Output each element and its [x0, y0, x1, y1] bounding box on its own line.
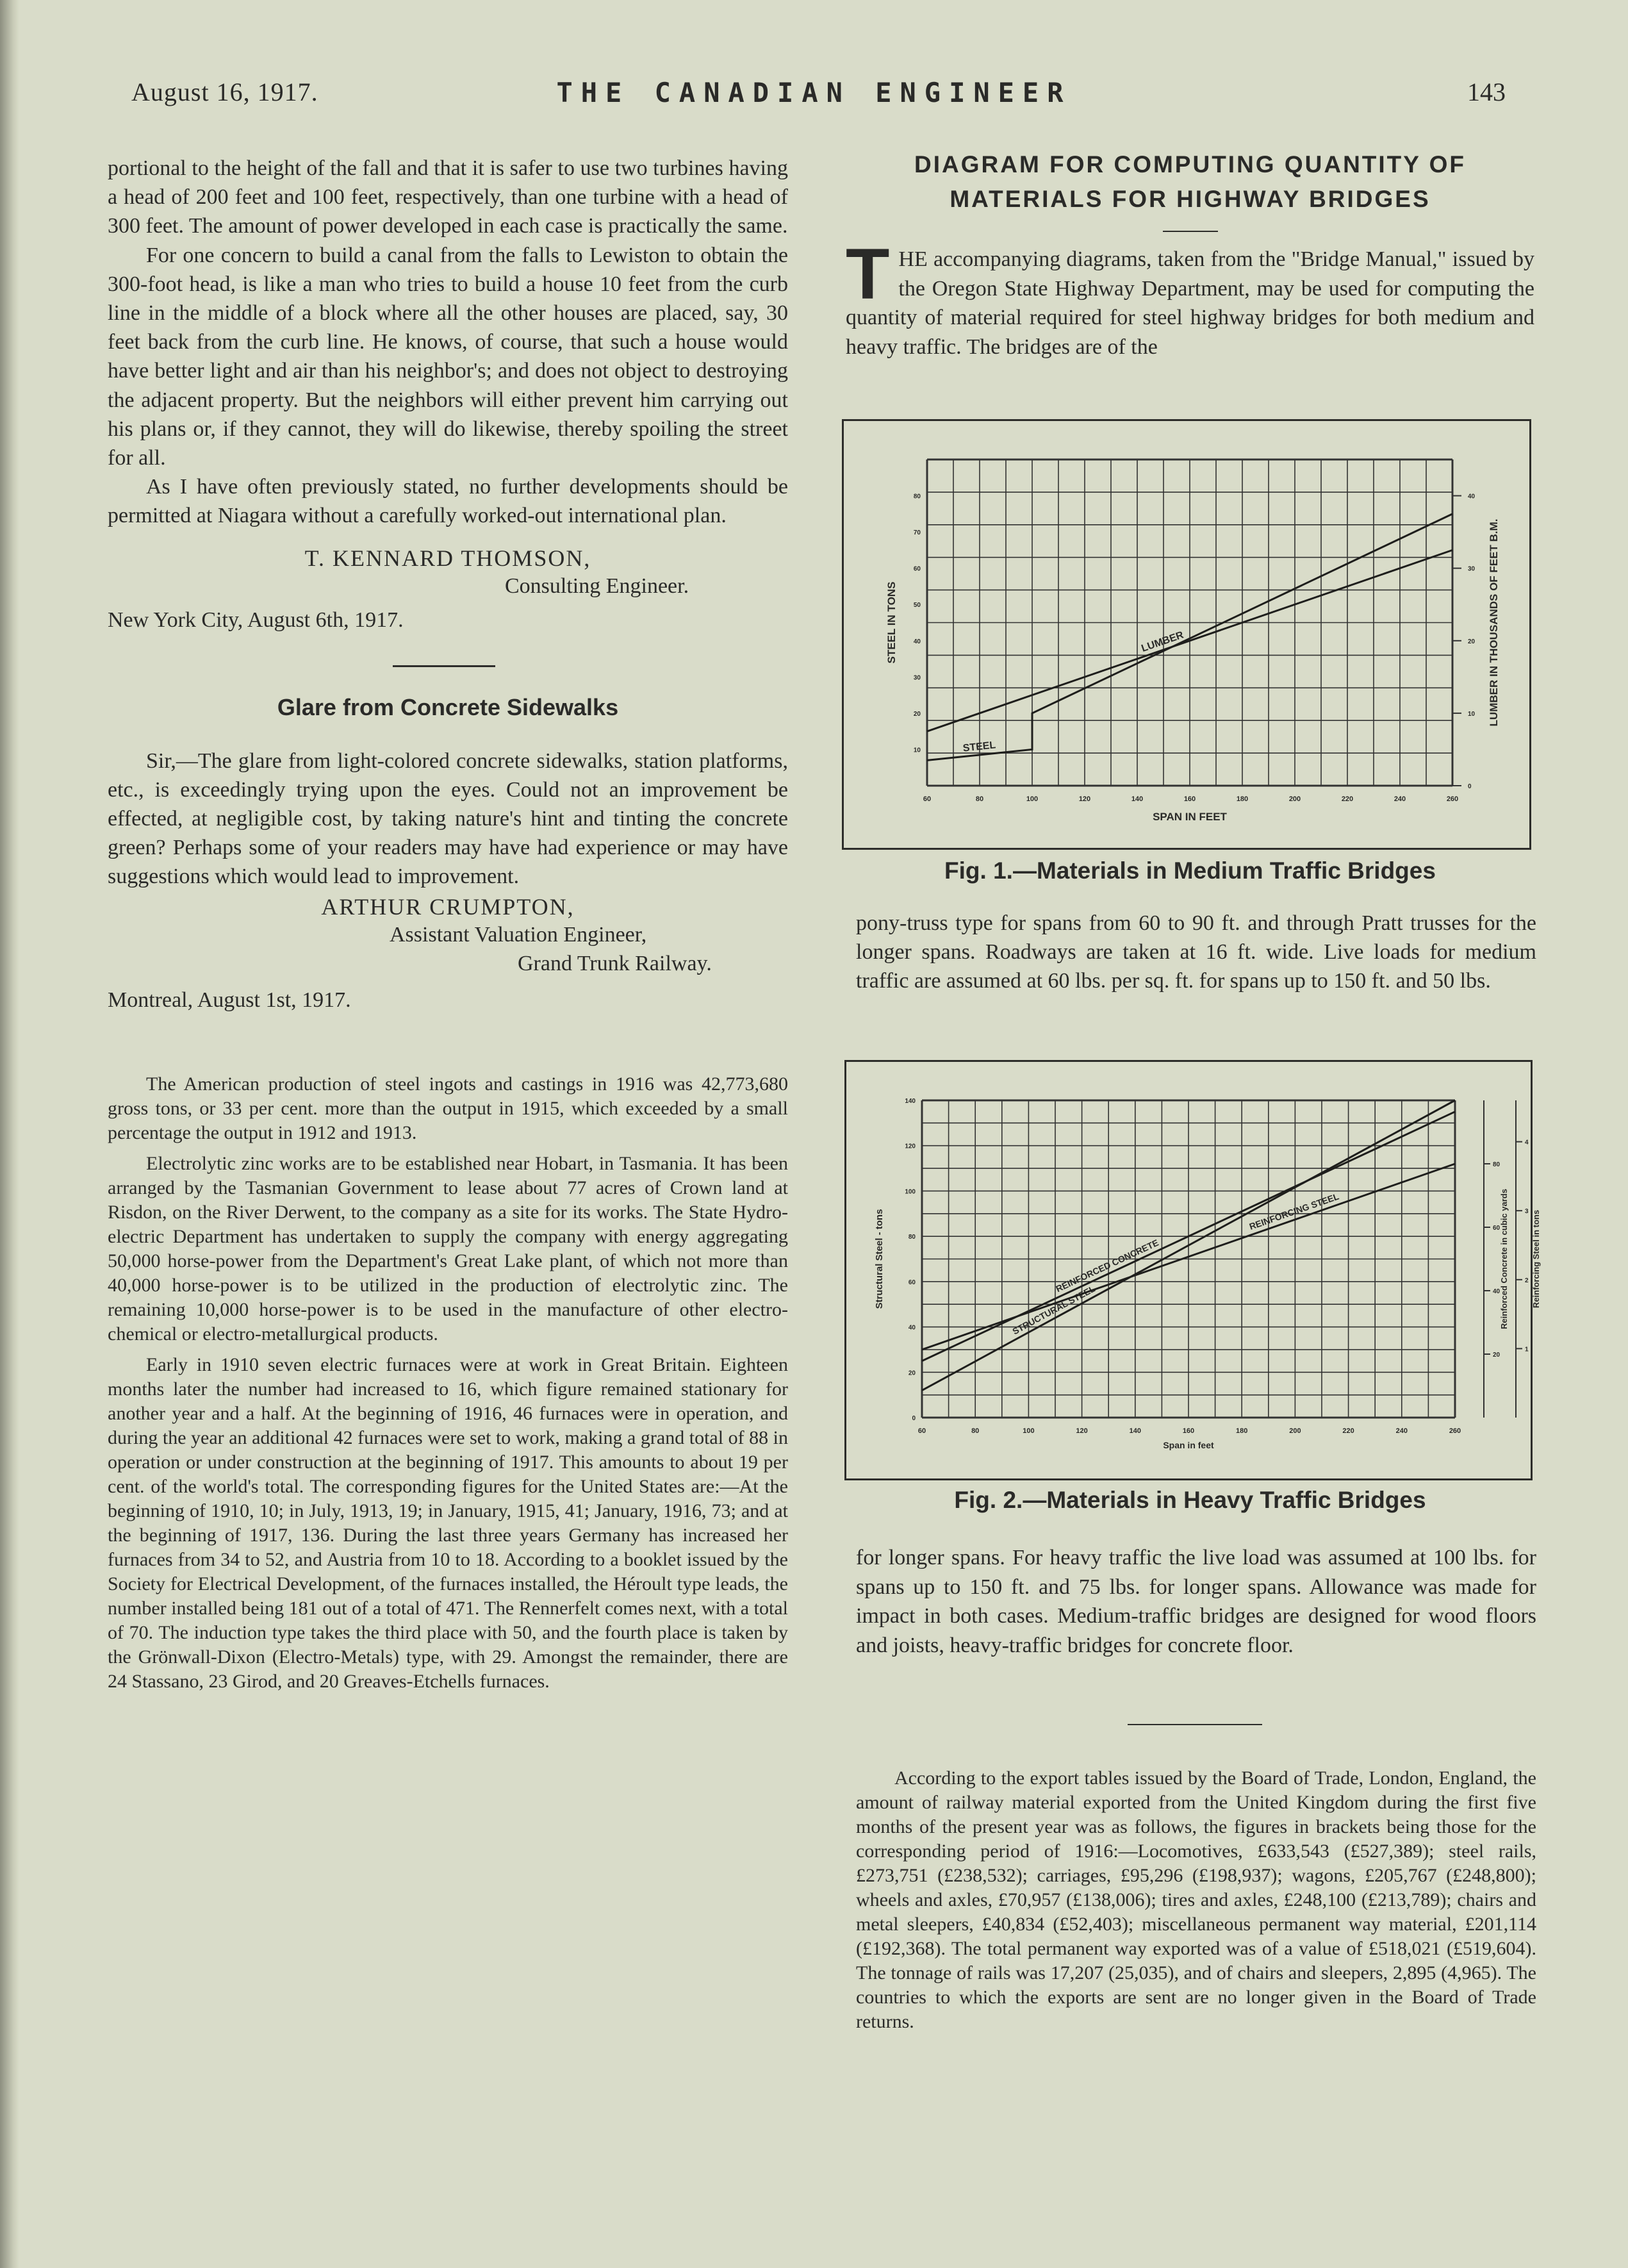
y-tick-label: 120 [905, 1143, 916, 1150]
y-tick-label: 140 [905, 1098, 916, 1105]
glare-letter: Sir,—The glare from light-colored concrete sidewalks, station platforms, etc., is exceedingly trying upon the eyes. Could not an improvement be effected, at negligible cost, by taking nature's hint and tinting the concrete green? Perhaps some of your readers may have had experience or may have suggestions which would lead to improvement. [108, 749, 788, 888]
figure-2-box [844, 1060, 1541, 1480]
news-item: Electrolytic zinc works are to be established near Hobart, in Tasmania. It has been arranged by the Tasmanian Government to lease about 77 acres of Crown land at Risdon, on the River Derwent, to the company as a site for its works. The State Hydro-electric Department has undertaken to supply the company with energy aggregating 50,000 horse-power from the Department's Great Lake plant, of which not more than 40,000 horse-power is to be utilized in the production of electrolytic zinc. The remaining 10,000 horse-power is to be used in the manufacture of other electro-chemical or electro-metallurgical products. [108, 1152, 788, 1345]
crumpton-title: Assistant Valuation Engineer, [390, 922, 647, 947]
y-tick-label: 30 [913, 674, 921, 682]
news-item: Early in 1910 seven electric furnaces were at work in Great Britain. Eighteen months later the number had increased to 16, which figure remained stationary for another year and a half. At the beginning of 1916, 46 furnaces were in operation, and during the year an additional 42 furnaces were set to work, making a grand total of 88 in operation or under construction at the beginning of 1917. This amounts to about 19 per cent. of the world's total. The corresponding figures for the United States are:—At the beginning of 1910, 10; in July, 1913, 19; in January, 1915, 41; January, 1916, 73; and at the beginning of 1917, 136. During the last three years Germany has increased her furnaces from 34 to 52, and Austria from 10 to 18. According to a booklet issued by the Society for Electrical Development, of the furnaces installed, the Héroult type leads, the number installed being 181 out of a total of 471. The Rennerfelt comes next, with a total of 70. The induction type takes the third place with 50, and the fourth place is taken by the Grönwall-Dixon (Electro-Metals) type, with 29. Amongst the remainder, there are 24 Stassano, 23 Girod, and 20 Greaves-Etchells furnaces. [108, 1353, 788, 1692]
x-tick-label: 220 [1342, 1427, 1354, 1435]
y2-tick-label: 10 [1468, 710, 1476, 718]
thomson-paragraph: portional to the height of the fall and that it is safer to use two turbines having a head of 200 feet and 100 feet, respectively, than one turbine with a head of 300 feet. The amount of power developed in each case is practically the same. [108, 156, 788, 238]
diagram-middle-text: pony-truss type for spans from 60 to 90 ft. and through Pratt trusses for the longer spans. Roadways are taken at 16 ft. wide. Live loads for medium traffic are assumed at 60 lbs. per sq. ft. for spans up to 150 ft. and 50 lbs. [856, 911, 1536, 993]
y-tick-label: 70 [913, 529, 921, 537]
figure-1-box [842, 419, 1531, 850]
x-axis-label: SPAN IN FEET [1153, 811, 1227, 823]
x-tick-label: 100 [1026, 795, 1039, 803]
x-tick-label: 180 [1236, 1427, 1248, 1435]
x-tick-label: 100 [1023, 1427, 1035, 1435]
y2-tick-label: 60 [1493, 1225, 1501, 1232]
diagram-heading-line: MATERIALS FOR HIGHWAY BRIDGES [950, 186, 1431, 212]
section-divider [1128, 1724, 1262, 1725]
x-tick-label: 200 [1289, 1427, 1301, 1435]
x-tick-label: 80 [971, 1427, 980, 1435]
y-tick-label: 100 [905, 1188, 916, 1196]
series-label: STEEL [962, 740, 997, 754]
y-tick-label: 60 [908, 1279, 916, 1286]
y2-tick-label: 30 [1468, 565, 1476, 573]
figure-2-chart [846, 1062, 1541, 1478]
y-tick-label: 10 [913, 747, 921, 754]
y-tick-label: 20 [913, 710, 921, 718]
diagram-intro-text: HE accompanying diagrams, taken from the "Bridge Manual," issued by the Oregon State Highway Department, may be used for computing the quantity of material required for steel highway bridges for both medium and heavy traffic. The bridges are of the [846, 247, 1534, 359]
x-tick-label: 240 [1395, 1427, 1408, 1435]
y3-tick-label: 1 [1525, 1346, 1529, 1353]
journal-title: THE CANADIAN ENGINEER [556, 77, 1072, 108]
y-tick-label: 80 [913, 493, 921, 501]
y-tick-label: 0 [912, 1415, 916, 1422]
x-tick-label: 60 [917, 1427, 926, 1435]
glare-heading: Glare from Concrete Sidewalks [277, 693, 619, 720]
y-tick-label: 40 [908, 1324, 916, 1332]
x-tick-label: 120 [1078, 795, 1091, 803]
x-tick-label: 160 [1182, 1427, 1195, 1435]
y3-tick-label: 3 [1525, 1208, 1529, 1216]
y2-tick-label: 20 [1468, 638, 1476, 645]
y2-tick-label: 20 [1493, 1352, 1501, 1359]
thomson-dateline: New York City, August 6th, 1917. [108, 608, 404, 632]
y-tick-label: 80 [908, 1234, 916, 1241]
figure-1-caption: Fig. 1.—Materials in Medium Traffic Bridges [944, 857, 1436, 884]
y2-tick-label: 0 [1468, 783, 1472, 790]
y-tick-label: 50 [913, 602, 921, 609]
issue-date: August 16, 1917. [131, 78, 318, 106]
x-tick-label: 200 [1288, 795, 1301, 803]
page-number: 143 [1467, 78, 1506, 106]
diagram-after-text: for longer spans. For heavy traffic the live load was assumed at 100 lbs. for spans up to 150 ft. and 75 lbs. for longer spans. Allowance was made for impact in both cases. Medium-traffic bridges are designed for wood floors and joists, heavy-traffic bridges for concrete floor. [856, 1546, 1536, 1657]
y2-tick-label: 40 [1468, 493, 1476, 501]
x-tick-label: 120 [1076, 1427, 1088, 1435]
x-tick-label: 260 [1446, 795, 1459, 803]
y2-tick-label: 40 [1493, 1288, 1501, 1295]
drop-cap: T [846, 234, 890, 314]
export-news: According to the export tables issued by the Board of Trade, London, England, the amount of railway material exported from the United Kingdom during the first five months of the present year was as follows, the figures in brackets being those for the corresponding period of 1916:—Locomotives, £633,543 (£527,389); steel rails, £273,751 (£238,532); carriages, £95,296 (£198,937); wagons, £205,767 (£248,800); wheels and axles, £70,957 (£138,006); tires and axles, £248,100 (£213,789); chairs and metal sleepers, £40,834 (£52,403); miscellaneous permanent way material, £201,114 (£192,368). The total permanent way exported was of a value of £518,021 (£519,604). The tonnage of rails was 17,207 (25,035), and of chairs and sleepers, 2,895 (4,965). The countries to which the exports are sent are no longer given in the Board of Trade returns. [856, 1767, 1536, 2032]
y-axis-label: STEEL IN TONS [885, 581, 898, 664]
series-label: REINFORCED CONCRETE [1054, 1237, 1160, 1295]
y-tick-label: 60 [913, 565, 921, 573]
x-tick-label: 160 [1183, 795, 1196, 803]
right-column [846, 147, 1534, 361]
y-tick-label: 20 [908, 1370, 916, 1377]
y-axis-label: Structural Steel - tons [874, 1209, 885, 1309]
left-column [108, 154, 788, 1694]
y2-axis-label: Reinforced Concrete in cubic yards [1499, 1189, 1509, 1329]
section-divider [393, 665, 495, 667]
x-tick-label: 260 [1449, 1427, 1461, 1435]
thomson-paragraph: For one concern to build a canal from the falls to Lewiston to obtain the 300-foot head, is like a man who tries to build a house 10 feet from the curb line in the middle of a block where all the other houses are placed, say, 30 feet back from the curb line. He knows, of course, that such a house would have better light and air than his neighbor's; and does not object to destroying the adjacent property. But the neighbors will either prevent him carrying out his plans or, if they cannot, they will do likewise, thereby spoiling the street for all. [108, 243, 788, 470]
x-tick-label: 140 [1131, 795, 1144, 803]
x-tick-label: 140 [1129, 1427, 1141, 1435]
diagram-heading [846, 147, 1534, 217]
y3-tick-label: 4 [1525, 1139, 1529, 1146]
series-label: STRUCTURAL STEEL [1010, 1283, 1097, 1337]
news-item: The American production of steel ingots and castings in 1916 was 42,773,680 gross tons, or 33 per cent. more than the output in 1915, which exceeded by a small percentage the output in 1912 and 1913. [108, 1073, 788, 1143]
series-label: LUMBER [1140, 629, 1185, 654]
thomson-paragraph: As I have often previously stated, no further developments should be permitted at Niagara without a carefully worked-out international plan. [108, 475, 788, 528]
diagram-intro [846, 234, 1534, 361]
y-tick-label: 40 [913, 638, 921, 645]
x-tick-label: 80 [975, 795, 984, 803]
x-axis-label: Span in feet [1163, 1440, 1214, 1450]
thomson-signature: T. KENNARD THOMSON, [304, 545, 591, 571]
crumpton-dateline: Montreal, August 1st, 1917. [108, 988, 351, 1012]
page-binding-edge [0, 0, 19, 2268]
crumpton-signature: ARTHUR CRUMPTON, [321, 893, 575, 920]
page-header [0, 77, 1628, 115]
y2-tick-label: 80 [1493, 1161, 1501, 1168]
series-label: REINFORCING STEEL [1247, 1191, 1340, 1232]
figure-2-caption: Fig. 2.—Materials in Heavy Traffic Bridges [954, 1487, 1426, 1513]
diagram-heading-line: DIAGRAM FOR COMPUTING QUANTITY OF [914, 151, 1466, 178]
y2-axis-label: LUMBER IN THOUSANDS OF FEET B.M. [1488, 518, 1500, 727]
y3-tick-label: 2 [1525, 1277, 1529, 1284]
figure-1-chart [844, 421, 1529, 848]
crumpton-company: Grand Trunk Railway. [518, 951, 712, 975]
x-tick-label: 240 [1394, 795, 1406, 803]
x-tick-label: 220 [1341, 795, 1354, 803]
heading-divider [1163, 231, 1218, 232]
x-tick-label: 180 [1236, 795, 1249, 803]
thomson-title: Consulting Engineer. [505, 574, 689, 598]
x-tick-label: 60 [923, 795, 932, 803]
y3-axis-label: Reinforcing Steel in tons [1531, 1209, 1541, 1309]
